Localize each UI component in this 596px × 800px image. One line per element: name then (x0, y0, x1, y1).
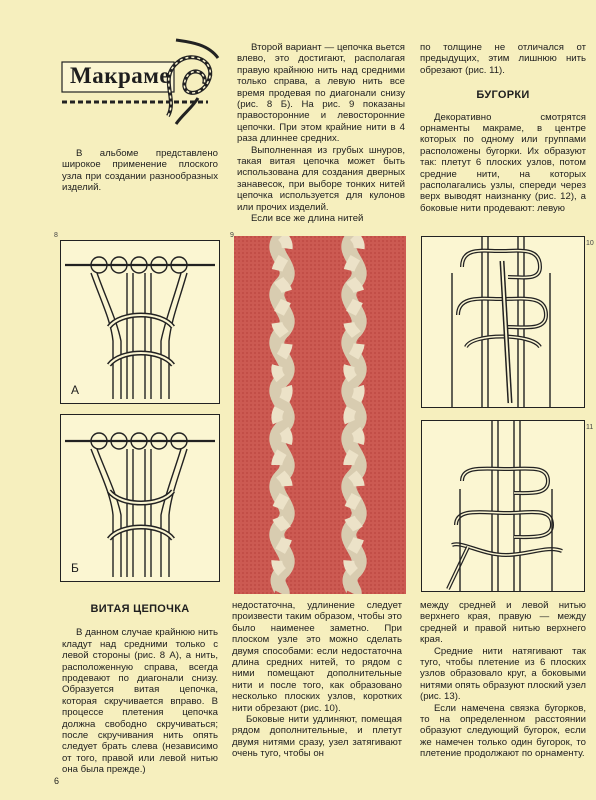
panel-label-a: А (71, 383, 80, 397)
panel-label-b: Б (71, 561, 79, 575)
cord-joining-diagram-icon (422, 421, 584, 591)
paragraph: между средней и левой нитью верхнего края, правую — между средней и правой нитью верхнего края. (420, 600, 586, 646)
cord-extension-diagram-icon (422, 237, 584, 407)
heading-vitaya-tsepochka: ВИТАЯ ЦЕПОЧКА (90, 603, 190, 615)
paragraph: Если намечена связка бугорков, то на определенном расстоянии образуют следующий бугорок, если же намечен только один бугорок, то плетение продолжают по орнаменту. (420, 702, 586, 760)
twisted-chain-diagram-icon (61, 241, 219, 403)
figure-11 (421, 420, 585, 592)
left-column-bottom (62, 604, 218, 776)
paragraph: Если все же длина нитей (251, 213, 364, 225)
section-title: Макраме (70, 63, 171, 88)
figure-10 (421, 236, 585, 408)
figure-8a (60, 240, 220, 404)
paragraph: Второй вариант — цепочка вьется влево, это достигают, располагая правую крайнюю нить над средними только справа, а левую нить все время продевая по диагонали снизу (рис. 8 Б). На рис. 9 показаны правосторонние и левосторонние цепочки. При этом крайние нити в 4 раза длиннее средних. (237, 42, 405, 145)
paragraph: недостаточна, удлинение следует произвести таким образом, чтобы это было наименее заметно. При плоском узле это можно сделать двумя способами: если недостаточна длина средних нитей, то рядом с ними помещают дополнительные нити и после того, как образовано несколько плоских узлов, коротких нити обрезают (рис. 10). (232, 600, 402, 714)
paragraph: по толщине не отличался от предыдущих, этим лишнюю нить обрезают (рис. 11). (420, 42, 586, 76)
figure-number: 9 (230, 232, 234, 239)
intro-text: В альбоме представлено широкое применение плоского узла при создании разнообразных изделий. (62, 148, 218, 194)
twisted-chain-diagram-icon (61, 415, 219, 581)
mid-column-bottom (232, 600, 402, 760)
figure-9-photo (234, 236, 406, 594)
paragraph: Декоративно смотрятся орнаменты макраме, в центре которых по одному или группами расположены бугорки. Их образуют так: плетут 6 плоских узлов, потом средние нити, на которых располагались узлы, спереди через верх выводят наизнанку (рис. 12), а боковые нити продевают: левую (420, 111, 586, 214)
paragraph: Боковые нити удлиняют, помещая рядом дополнительные, и плетут двумя нитями сразу, узел затягивают очень туго, чтобы он (232, 714, 402, 760)
paragraph: Выполненная из грубых шнуров, такая витая цепочка может быть использована для создания дверных занавесок, при выборе тонких нитей цепочка используется для кулонов или прочих изделий. (237, 144, 405, 213)
figure-number: 8 (54, 232, 58, 239)
paragraph: В данном случае крайнюю нить кладут над средними только с левой стороны (рис. 8 А), а нить, расположенную справа, всегда продевают по диагонали снизу. Образуется витая цепочка, которая скручивается вправо. В процессе плетения цепочка должна свободно скручиваться; после скручивания нить опять следует брать слева (независимо от того, правой или левой нитью она была прежде.) (62, 627, 218, 776)
figure-number: 11 (586, 424, 594, 431)
right-column-top (420, 42, 586, 214)
intro-paragraph (62, 148, 218, 194)
mid-column-top (237, 42, 405, 225)
page-number: 6 (54, 776, 60, 786)
right-column-bottom (420, 600, 586, 760)
twisted-cord-photo-icon (234, 236, 406, 594)
paragraph: Средние нити натягивают так туго, чтобы плетение из 6 плоских узлов образовало круг, а боковыми нитями опять образуют плоский узел (рис. 13). (420, 645, 586, 703)
heading-bugorki: БУГОРКИ (476, 89, 530, 102)
section-logo (58, 38, 226, 126)
figure-number: 10 (586, 240, 594, 247)
figure-8b (60, 414, 220, 582)
